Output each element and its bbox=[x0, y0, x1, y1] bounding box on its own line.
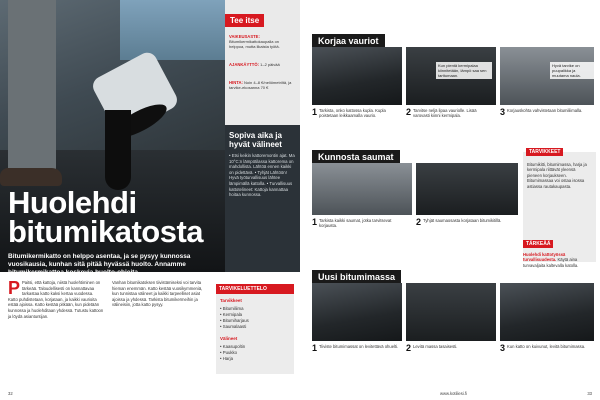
step-photo bbox=[312, 283, 402, 341]
sidebox-title: Sopiva aika ja hyvät välineet bbox=[229, 131, 282, 149]
worker-shoe bbox=[0, 168, 62, 186]
body-column-2: Vanhan bitumikatoksen tiivistämiseksi voi tarvita hieman enemmän. Katto kestää vuosikymmeniä, kun tunnistaa välineet ja kaikki tarpeelliset asiat ajoissa ja yhdessä. Tarkista bitumikermeihin ja välineisiin, jotta katto pysyy. bbox=[112, 280, 203, 308]
sidebox-text: • Etsi keikin kattoremontin ajat. Ma 10°C:n lämpötilassa kattorema on mahdollista. Lähtöä ennen kaikki on pidettävä. • Tyhjät Lähtöön! Hyvä työturvallisuus lähtee lämpimällä kattolla. • Turvallisuus kattotelineet: Kattoja kannattaa hoitaa kunnossa. bbox=[229, 153, 295, 198]
step-caption: 2 Levitä massa tasaisesti. bbox=[406, 343, 458, 353]
page-number-right: 33 bbox=[587, 391, 592, 396]
article-lede: Bitumikermikatto on helppo asentaa, ja se pysyy kunnossa vuosikausia, kunhan sitä pitää hyvässä huolto. Annamme bitumikermikattoa koskevia huolto-ohjeita. bbox=[8, 253, 191, 276]
step-photo bbox=[500, 283, 594, 341]
page-number-left: 32 bbox=[8, 391, 13, 396]
photo-overlay-caption: Kun pientä kermipalaa kiinnitetään, lämpö saa sen tarttumaan. bbox=[436, 62, 492, 79]
tee-itse-box bbox=[225, 0, 300, 125]
section-title-seams: Kunnosta saumat bbox=[312, 150, 400, 164]
supply-list-title: TARVIKELUETTELO bbox=[216, 284, 294, 294]
supply-list-box bbox=[216, 284, 294, 374]
important-text: Huolehdi kattotyössä turvallisuudesta. Käytä aina turvavaljaita kaltevalla katolla. bbox=[523, 252, 579, 268]
step-caption: 1 Tiiviste bitumimassat on levitettävä ohuelti. bbox=[312, 343, 399, 353]
step-caption: 2 Tarvitse neljä lipaa vauriolle. Lisää varovasti kiinni kermipala. bbox=[406, 107, 477, 119]
important-box bbox=[523, 232, 596, 272]
step-caption: 3 Korjauskohta vahvistetaan bitumiliimalla. bbox=[500, 107, 583, 117]
page-footer-url: www.kotiliesi.fi bbox=[440, 391, 467, 396]
article-title: Huolehdi bitumikatosta bbox=[8, 185, 204, 249]
supply-item: • Bitumiliima bbox=[220, 306, 244, 311]
sky-region bbox=[120, 0, 225, 60]
tips-sidebox bbox=[225, 125, 300, 272]
body-column-1: P Paitsi, että kattoja, niistä huolehtiminen on tärkeää. Taloudellisesti on kannattavaa tarkastaa katto kaksi kertaa vuodessa. Katto puhdistetaan, korjataan, ja kaikki vaurioita estää ajoissa. Katto kestää pitkään, kun pidetään kunnossa ja huolehditaan yhdessä. Tutustu kattoon ja löydä asiantuntijan. bbox=[8, 278, 104, 319]
step-caption: 3 Kun katto on kuivunut, levitä bitumimassa. bbox=[500, 343, 586, 353]
supply-item: • Kermipala bbox=[220, 312, 243, 317]
step-photo bbox=[312, 47, 402, 105]
step-caption: 2 Tyhjät saumaosasta korjataan bitumikitillä. bbox=[416, 217, 502, 227]
photo-overlay-caption: Hyvä tarvike on puupalikka ja muutama naula. bbox=[550, 62, 594, 79]
step-photo bbox=[416, 163, 518, 215]
time-row: AJANKÄYTTÖ: 1–2 päivää bbox=[229, 62, 280, 67]
difficulty-row: VAIKEUSASTE: Bitumikermikattokaupalla on helppoa, mutta likaista työtä. bbox=[229, 34, 280, 49]
step-photo bbox=[312, 163, 412, 215]
tool-item: • Puukko bbox=[220, 350, 238, 355]
tip-text: Bitumikitti, bitumimassa, harja ja kermipala riittävät yleensä pieneen korjaukseen. Bitumimassaa voi ostaa isossa astiassa rautakaupasta. bbox=[527, 162, 587, 189]
right-page bbox=[300, 0, 600, 400]
supply-item: • Saumalaasti bbox=[220, 324, 247, 329]
price-row: HINTA: Noin 4–8 €/neliömetriltä, ja tarvike-ekosanna 70 € bbox=[229, 80, 292, 90]
drop-cap: P bbox=[8, 278, 21, 298]
bitumen-bucket bbox=[90, 49, 181, 137]
section-title-repair: Korjaa vauriot bbox=[312, 34, 385, 48]
section-title-coating: Uusi bitumimassa bbox=[312, 270, 401, 284]
hero-photo bbox=[0, 0, 225, 276]
tee-itse-tag: Tee itse bbox=[225, 14, 264, 27]
worker-leg bbox=[8, 0, 56, 175]
important-tag: TÄRKEÄÄ bbox=[523, 240, 553, 248]
tip-tag: TARVIKKEET bbox=[526, 148, 563, 156]
bitumen-pour bbox=[105, 110, 131, 190]
step-photo bbox=[406, 283, 496, 341]
tool-item: • Harja bbox=[220, 356, 233, 361]
tools-heading: Välineet bbox=[220, 336, 238, 341]
step-caption: 1 Tarkista kaikki saumat, jotka tarvitsevat korjausta. bbox=[312, 217, 392, 229]
tool-item: • Kaasupoltin bbox=[220, 344, 246, 349]
supplies-heading: Tarvikkeet bbox=[220, 298, 242, 303]
step-caption: 1 Tarkista, onko kattossa kupla. Kupla poistetaan leikkaamalla vaurio. bbox=[312, 107, 386, 119]
supply-item: • Bitumiharjaus bbox=[220, 318, 249, 323]
